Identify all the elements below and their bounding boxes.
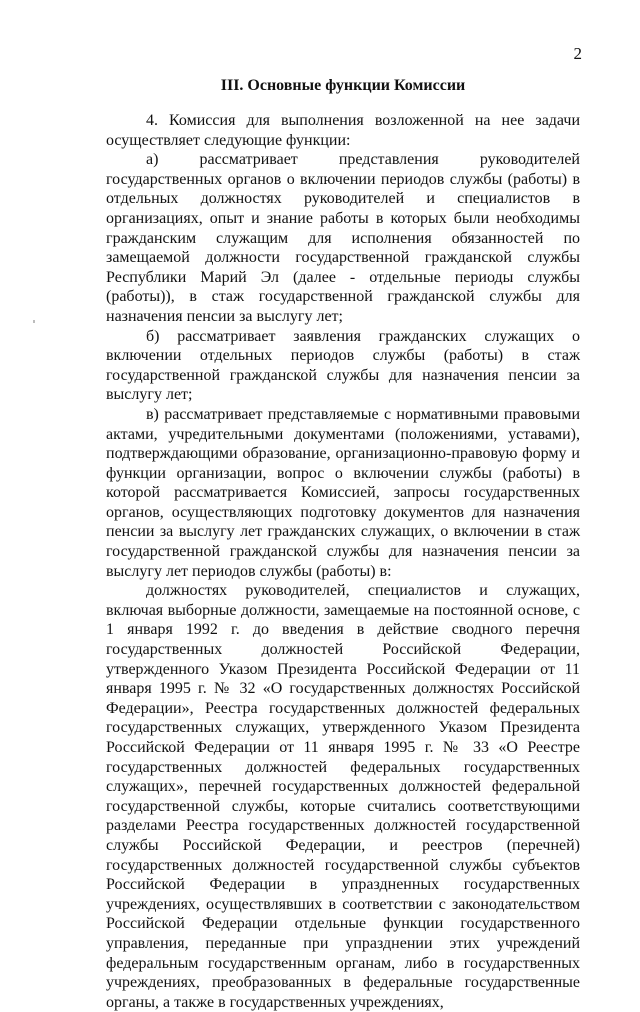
document-body (106, 111, 580, 1012)
paragraph-function-b: б) рассматривает заявления гражданских служащих о включении отдельных периодов службы (работы) в стаж государственной гражданской службы для назначения пенсии за выслугу лет; (106, 327, 580, 404)
scan-artifact-mark (33, 320, 35, 323)
paragraph-positions-list: должностях руководителей, специалистов и служащих, включая выборные должности, замещаемые на постоянной основе, с 1 января 1992 г. до введения в действие сводного перечня государственных должностей Российской Федерации, утвержденного Указом Президента Российской Федерации от 11 января 1995 г. № 32 «О государственных должностях Российской Федерации», Реестра государственных должностей федеральных государственных служащих, утвержденного Указом Президента Российской Федерации от 11 января 1995 г. № 33 «О Реестре государственных должностей федеральных государственных служащих», перечней государственных должностей федеральной государственной службы, которые считались соответствующими разделами Реестра государственных должностей государственной службы Российской Федерации, и реестров (перечней) государственных должностей государственной службы субъектов Российской Федерации в упраздненных государственных учреждениях, осуществлявших в соответствии с законодательством Российской Федерации отдельные функции государственного управления, переданные при упразднении этих учреждений федеральным государственным органам, либо в государственных учреждениях, преобразованных в федеральные государственные органы, а также в государственных учреждениях, (106, 582, 580, 1011)
paragraph-functions-intro: 4. Комиссия для выполнения возложенной на нее задачи осуществляет следующие функции: (106, 112, 580, 149)
paragraph-function-v: в) рассматривает представляемые с нормативными правовыми актами, учредительными документами (положениями, уставами), подтверждающими образование, организационно-правовую форму и функции организации, вопрос о включении службы (работы) в которой рассматривается Комиссией, запросы государственных органов, осуществляющих подготовку документов для назначения пенсии за выслугу лет гражданских служащих, о включении в стаж государственной гражданской службы для назначения пенсии за выслугу лет периодов службы (работы) в: (106, 405, 580, 580)
page-number: 2 (573, 44, 582, 63)
paragraph-function-a: а) рассматривает представления руководителей государственных органов о включении периодов службы (работы) в отдельных должностях руководителей и специалистов в организациях, опыт и знание работы в которых были необходимы гражданским служащим для исполнения обязанностей по замещаемой должности государственной гражданской службы Республики Марий Эл (далее - отдельные периоды службы (работы)), в стаж государственной гражданской службы для назначения пенсии за выслугу лет; (106, 151, 580, 325)
section-heading: III. Основные функции Комиссии (220, 77, 466, 94)
